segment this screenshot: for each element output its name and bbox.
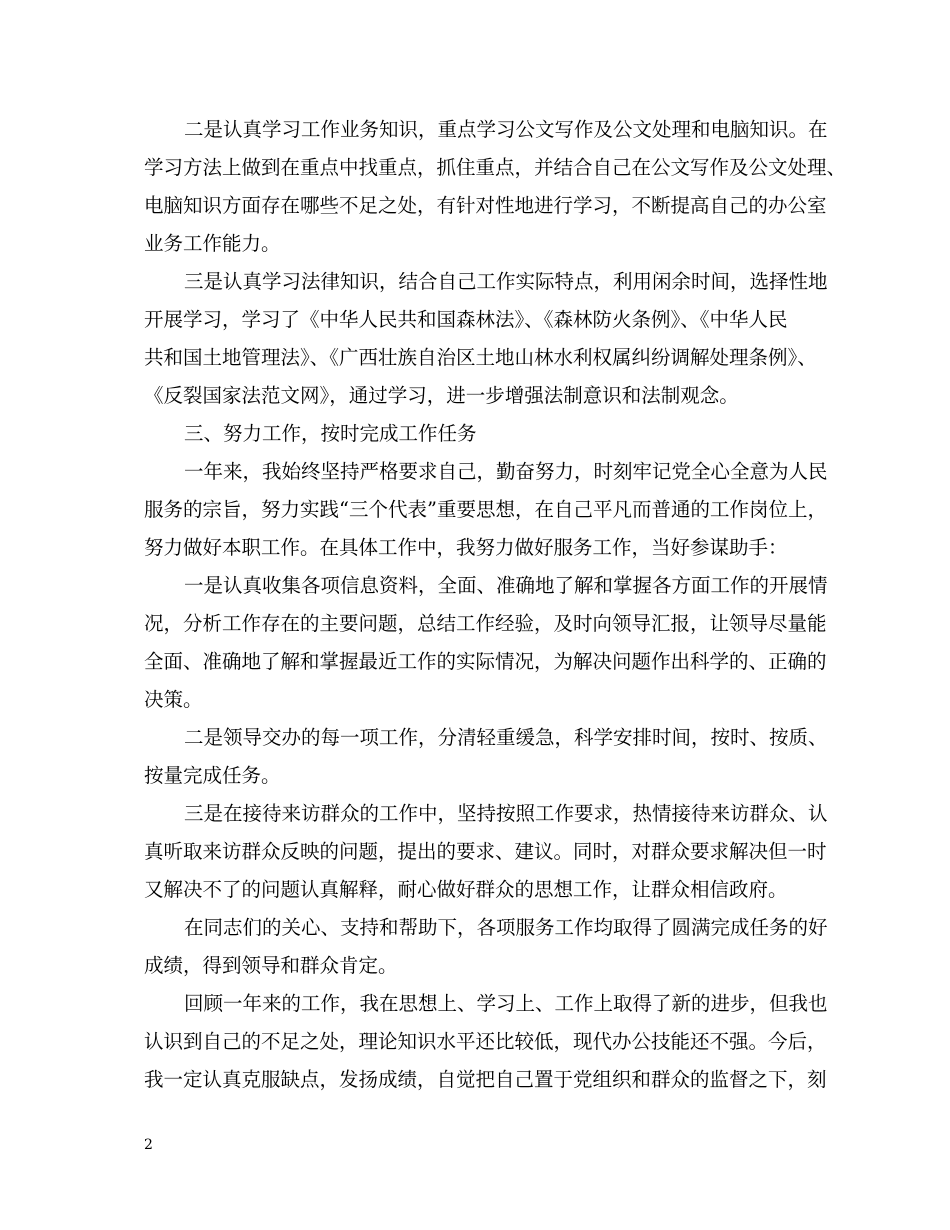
text-line-8: 《反裂国家法范文网》，通过学习，进一步增强法制意识和法制观念。	[144, 384, 739, 407]
section-heading: 三、努力工作，按时完成工作任务	[184, 422, 477, 445]
text-line-20: 真听取来访群众反映的问题，提出的要求、建议。同时，对群众要求解决但一时	[144, 840, 827, 863]
text-line-22: 在同志们的关心、支持和帮助下，各项服务工作均取得了圆满完成任务的好	[184, 916, 828, 939]
text-line-13: 一是认真收集各项信息资料，全面、准确地了解和掌握各方面工作的开展情	[184, 574, 828, 597]
text-line-5: 三是认真学习法律知识，结合自己工作实际特点，利用闲余时间，选择性地	[184, 270, 828, 293]
text-line-17: 二是领导交办的每一项工作，分清轻重缓急，科学安排时间，按时、按质、	[184, 726, 828, 749]
text-line-10: 一年来，我始终坚持严格要求自己，勤奋努力，时刻牢记党全心全意为人民	[184, 460, 828, 483]
text-line-21: 又解决不了的问题认真解释，耐心做好群众的思想工作，让群众相信政府。	[144, 878, 788, 901]
text-line-4: 业务工作能力。	[144, 232, 281, 255]
text-line-7: 共和国土地管理法》、《广西壮族自治区土地山林水利权属纠纷调解处理条例》、	[144, 346, 817, 369]
text-line-19: 三是在接待来访群众的工作中，坚持按照工作要求，热情接待来访群众、认	[184, 802, 828, 825]
text-line-6: 开展学习，学习了《中华人民共和国森林法》、《森林防火条例》、《中华人民	[144, 308, 788, 331]
text-line-12: 努力做好本职工作。在具体工作中，我努力做好服务工作，当好参谋助手：	[144, 536, 788, 559]
text-line-2: 学习方法上做到在重点中找重点，抓住重点，并结合自己在公文写作及公文处理、	[144, 156, 847, 179]
text-line-16: 决策。	[144, 688, 203, 711]
page-number: 2	[144, 1137, 153, 1153]
text-line-3: 电脑知识方面存在哪些不足之处，有针对性地进行学习，不断提高自己的办公室	[144, 194, 827, 217]
text-line-14: 况，分析工作存在的主要问题，总结工作经验，及时向领导汇报，让领导尽量能	[144, 612, 827, 635]
text-line-18: 按量完成任务。	[144, 764, 281, 787]
text-line-24: 回顾一年来的工作，我在思想上、学习上、工作上取得了新的进步，但我也	[184, 992, 828, 1015]
text-line-1: 二是认真学习工作业务知识，重点学习公文写作及公文处理和电脑知识。在	[184, 118, 828, 141]
text-line-11: 服务的宗旨，努力实践“三个代表”重要思想，在自己平凡而普通的工作岗位上，	[144, 498, 827, 521]
text-line-25: 认识到自己的不足之处，理论知识水平还比较低，现代办公技能还不强。今后，	[144, 1030, 827, 1053]
text-line-15: 全面、准确地了解和掌握最近工作的实际情况，为解决问题作出科学的、正确的	[144, 650, 827, 673]
text-line-23: 成绩，得到领导和群众肯定。	[144, 954, 398, 977]
text-line-26: 我一定认真克服缺点，发扬成绩，自觉把自己置于党组织和群众的监督之下，刻	[144, 1068, 827, 1091]
